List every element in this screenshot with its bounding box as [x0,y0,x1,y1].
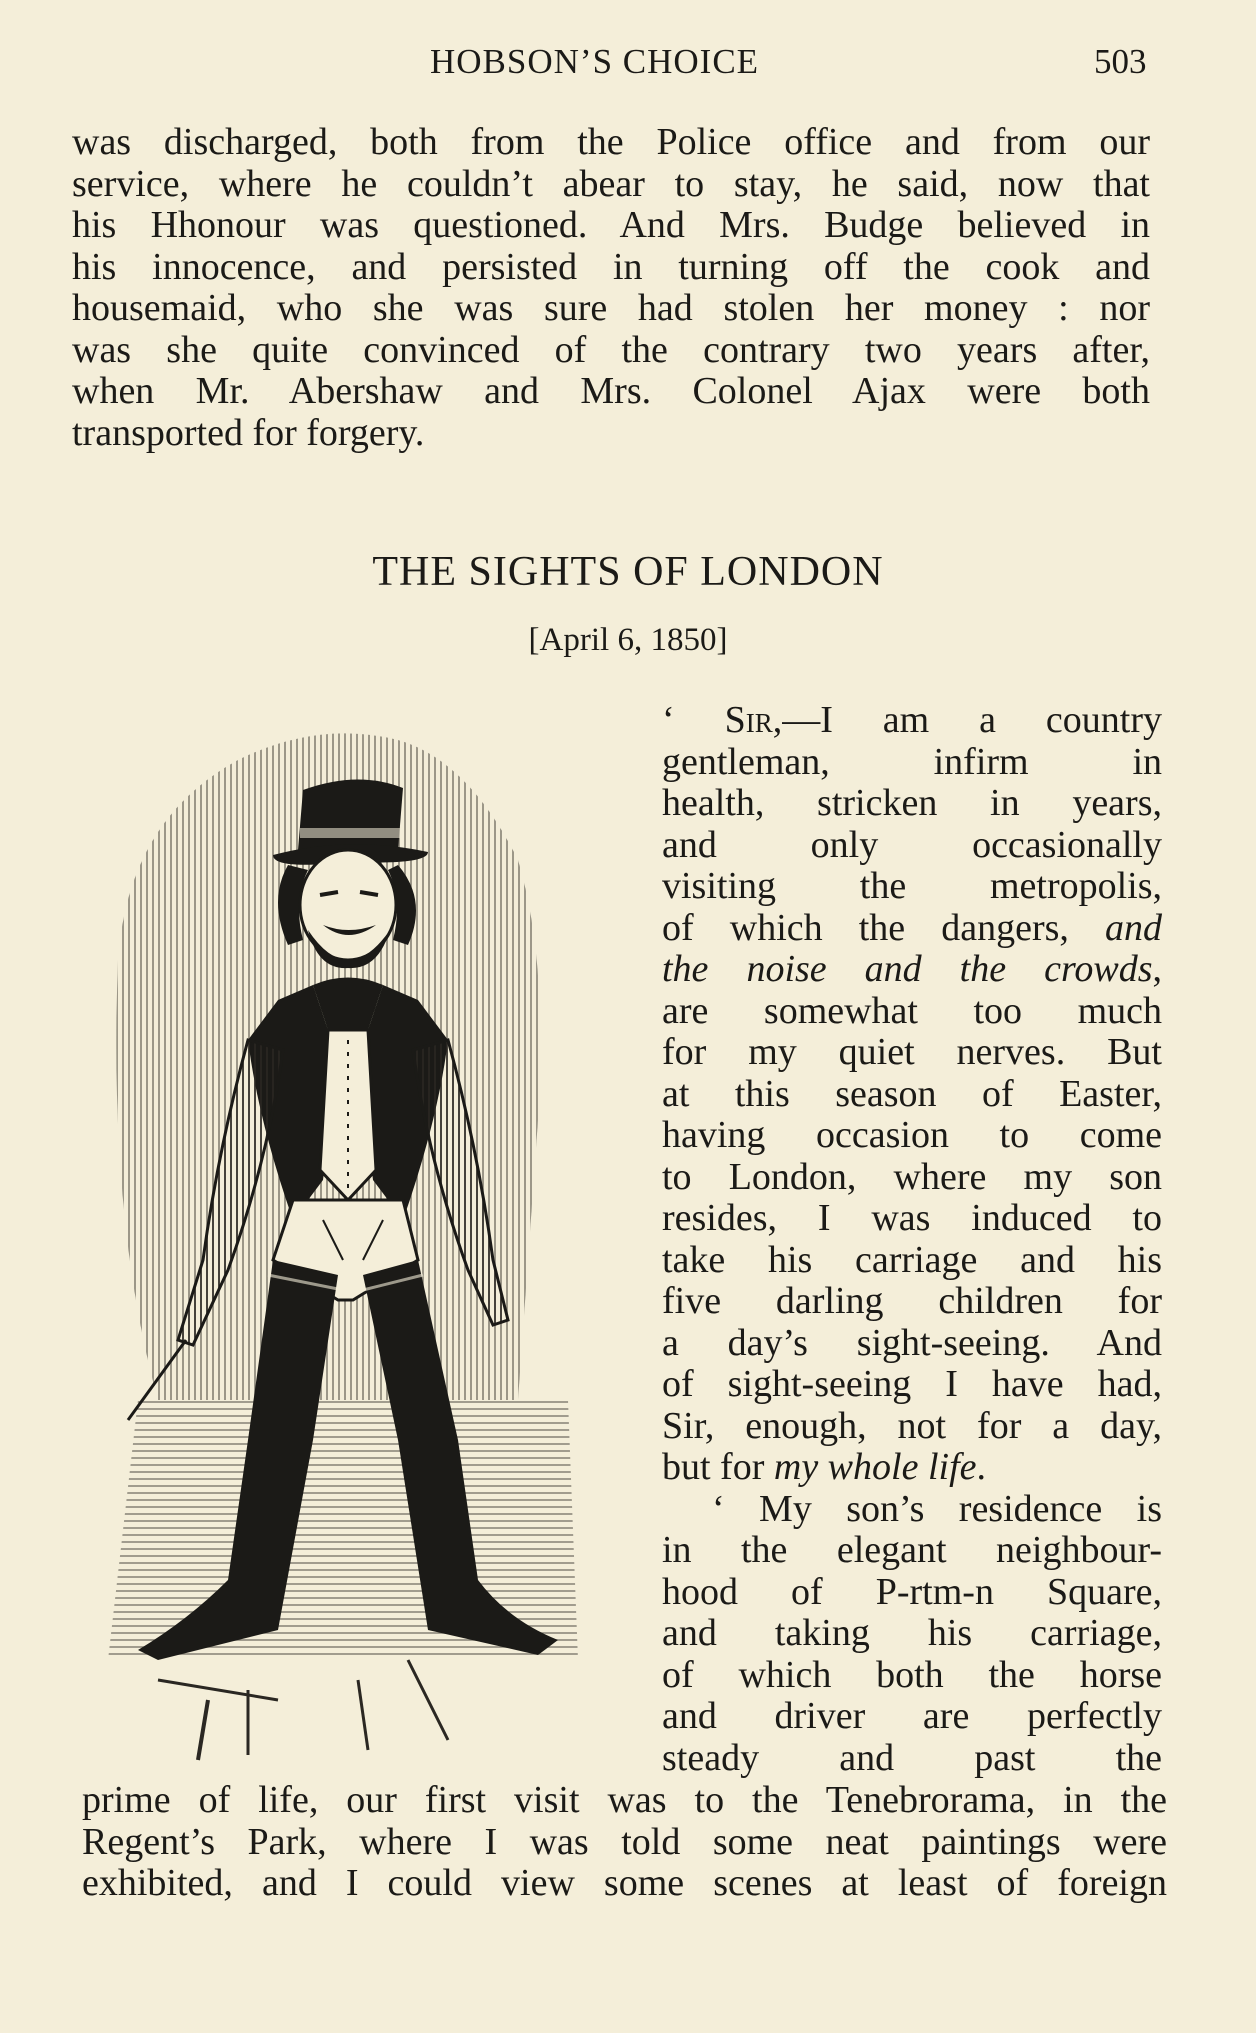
text-line: and taking his carriage, [662,1612,1162,1654]
section-date: [April 6, 1850] [528,622,728,658]
text-line: ‘ My son’s residence is [712,1487,1162,1530]
text-line: was discharged, both from the Police office and from our [72,121,1150,163]
text-line: when Mr. Abershaw and Mrs. Colonel Ajax were both [72,370,1150,412]
text-line: transported for forgery. [72,411,425,454]
text-line: was she quite convinced of the contrary two years after, [72,328,1150,371]
text-line: a day’s sight-seeing. And [662,1321,1162,1364]
engraving-illustration [98,700,678,1770]
section-title: THE SIGHTS OF LONDON [372,549,884,595]
text-line: of sight-seeing I have had, [662,1363,1162,1405]
text-line: exhibited, and I could view some scenes at least of foreign [82,1862,1167,1904]
text-line: and only occasionally [662,823,1162,866]
italic-text: my whole life [773,1446,977,1488]
text-line: of which the dangers, and [662,906,1162,949]
italic-text: and [1105,906,1162,949]
text-line: Sir, enough, not for a day, [662,1404,1162,1447]
text-line: health, stricken in years, [662,782,1162,824]
text-line: take his carriage and his [662,1238,1162,1281]
text-line: prime of life, our first visit was to the Tenebrorama, in the [82,1779,1167,1821]
text-line: hood of P-rtm-n Square, [662,1570,1162,1613]
text-line: his Hhonour was questioned. And Mrs. Budge believed in [72,204,1150,246]
text-line: steady and past the [662,1736,1162,1779]
text-line: Regent’s Park, where I was told some neat paintings were [82,1820,1167,1863]
text-line: ‘ Sir,—I am a country [662,699,1162,741]
paragraph-continuation [82,1780,1167,1905]
text-line: in the elegant neighbour- [662,1529,1162,1571]
text-line: gentleman, infirm in [662,740,1162,783]
text-line: resides, I was induced to [662,1197,1162,1239]
salutation: Sir [724,699,773,741]
text-line: to London, where my son [662,1155,1162,1198]
text-line: at this season of Easter, [662,1072,1162,1115]
text-line: are somewhat too much [662,989,1162,1032]
text-line: of which both the horse [662,1653,1162,1696]
running-title: HOBSON’S CHOICE [430,42,760,81]
text-line: and driver are perfectly [662,1695,1162,1737]
text-line: having occasion to come [662,1114,1162,1156]
text-line: for my quiet nerves. But [662,1031,1162,1073]
letter-column [662,700,1162,1779]
text-line: visiting the metropolis, [662,865,1162,907]
text-line: the noise and the crowds, [662,948,1162,990]
italic-text: the noise and the crowds [662,948,1153,990]
page-number: 503 [1094,42,1147,81]
text-line: service, where he couldn’t abear to stay, he said, now that [72,162,1150,205]
page-header [0,42,1256,92]
paragraph-continued [72,122,1150,454]
text-line: his innocence, and persisted in turning off the cook and [72,245,1150,288]
text-line: five darling children for [662,1280,1162,1322]
text-line: but for my whole life. [662,1446,986,1488]
text-line: housemaid, who she was sure had stolen her money : nor [72,287,1150,329]
